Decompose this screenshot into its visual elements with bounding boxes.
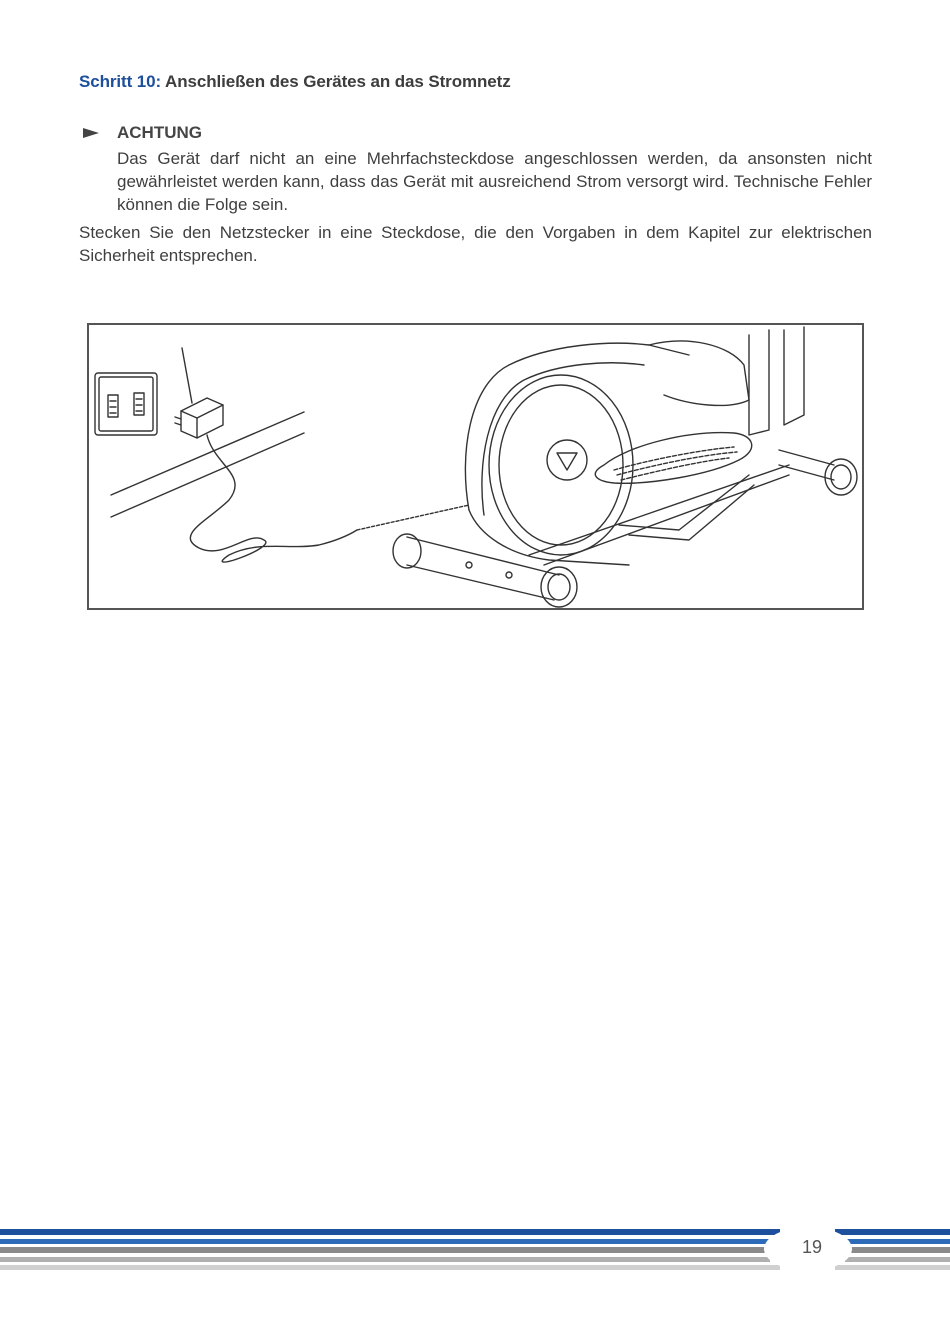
power-adapter bbox=[175, 398, 223, 438]
cross-trainer-illustration bbox=[89, 325, 862, 608]
pedal bbox=[595, 433, 751, 484]
wall-socket bbox=[95, 373, 157, 435]
flywheel-housing bbox=[465, 343, 689, 565]
step-title: Anschließen des Gerätes an das Stromnetz bbox=[165, 72, 511, 91]
warning-text: Das Gerät darf nicht an eine Mehrfachsteckdose angeschlossen werden, da ansonsten nicht gewährleistet werden kann, dass das Gerät mit ausreichend Strom versorgt wird. Technische Fehler können die Folge sein. bbox=[117, 149, 872, 214]
instruction-text: Stecken Sie den Netzstecker in eine Steckdose, die den Vorgaben in dem Kapitel zur elektrischen Sicherheit entsprechen. bbox=[79, 223, 872, 265]
arrow-right-icon bbox=[82, 126, 100, 144]
step-label: Schritt 10: bbox=[79, 72, 162, 91]
illustration-power-connection bbox=[87, 323, 864, 610]
warning-title: ACHTUNG bbox=[117, 123, 202, 142]
section-heading bbox=[79, 72, 511, 92]
page-number: 19 bbox=[801, 1237, 823, 1257]
